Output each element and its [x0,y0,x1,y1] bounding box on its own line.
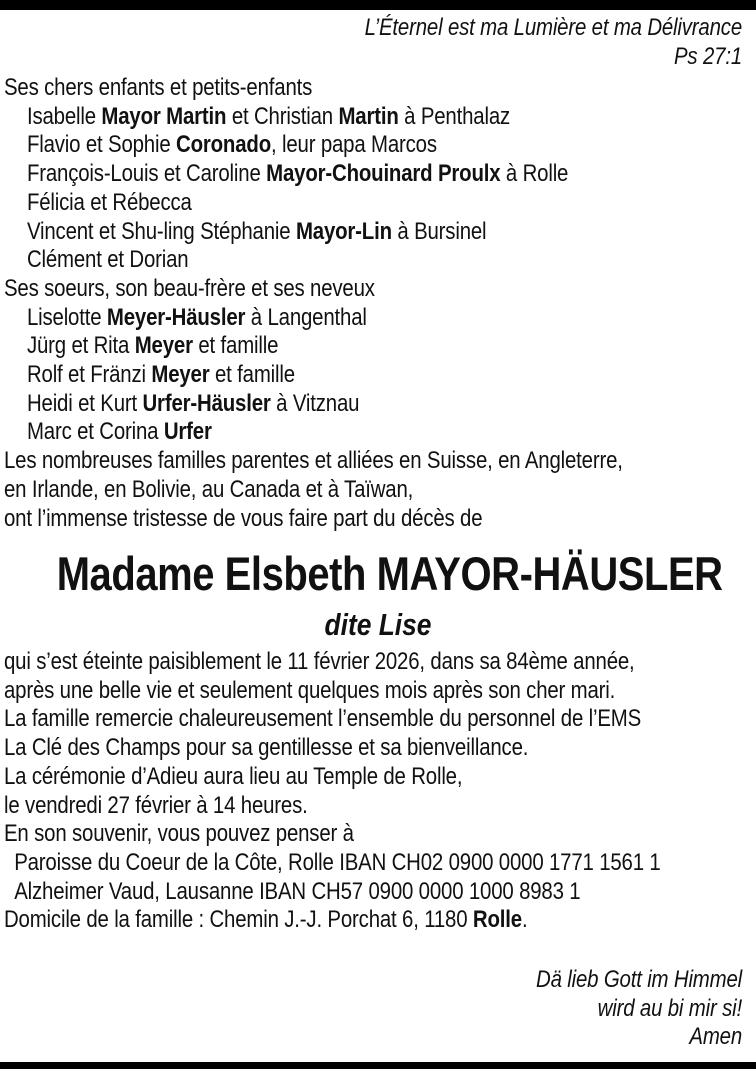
family-closing-line: en Irlande, en Bolivie, au Canada et à Taïwan, [4,475,414,503]
announcement-line: le vendredi 27 février à 14 heures. [4,791,308,819]
announcement-line: La famille remercie chaleureusement l’ensemble du personnel de l’EMS [4,705,642,733]
children-intro: Ses chers enfants et petits-enfants [4,74,313,101]
domicile-line: Domicile de la famille : Chemin J.-J. Porchat 6, 1180 Rolle. [4,906,528,934]
closing-prayer [4,966,742,1052]
deceased-alias: dite Lise [324,607,432,642]
sibling-line: Marc et Corina Urfer [26,418,212,446]
family-closing-line: Les nombreuses familles parentes et alliées en Suisse, en Angleterre, [4,447,623,475]
sibling-line: Rolf et Fränzi Meyer et famille [26,361,295,389]
family-closing-line: ont l’immense tristesse de vous faire part du décès de [4,504,483,532]
announcement-line: En son souvenir, vous pouvez penser à [4,820,354,848]
epigraph-reference: Ps 27:1 [674,42,742,70]
donation-line: Paroisse du Coeur de la Côte, Rolle IBAN CH02 0900 0000 1771 1561 1 [14,848,661,876]
child-line: Félicia et Rébecca [26,188,192,216]
epigraph-verse: L’Éternel est ma Lumière et ma Délivrance [364,14,742,41]
top-border-bar [0,0,756,10]
sibling-line: Liselotte Meyer-Häusler à Langenthal [26,303,367,331]
prayer-line: wird au bi mir si! [597,994,742,1022]
child-line: François-Louis et Caroline Mayor-Chouinard Proulx à Rolle [26,160,569,188]
sibling-line: Heidi et Kurt Urfer-Häusler à Vitznau [26,389,360,417]
announcement-line: après une belle vie et seulement quelques mois après son cher mari. [4,676,616,704]
announcement-line: La cérémonie d’Adieu aura lieu au Temple de Rolle, [4,762,463,790]
child-line: Flavio et Sophie Coronado, leur papa Marcos [26,131,437,159]
announcement-line: qui s’est éteinte paisiblement le 11 février 2026, dans sa 84ème année, [4,648,635,675]
prayer-line: Dä lieb Gott im Himmel [536,966,742,993]
deceased-name: Madame Elsbeth MAYOR-HÄUSLER [56,547,723,600]
child-line: Vincent et Shu-ling Stéphanie Mayor-Lin à Bursinel [26,217,487,245]
epigraph [4,14,742,71]
sibling-line: Jürg et Rita Meyer et famille [26,332,279,360]
announcement-text [4,648,752,935]
child-line: Isabelle Mayor Martin et Christian Martin à Penthalaz [26,102,511,130]
siblings-intro: Ses soeurs, son beau-frère et ses neveux [4,274,375,302]
bottom-border-bar [0,1062,756,1069]
prayer-line: Amen [689,1023,742,1051]
donation-line: Alzheimer Vaud, Lausanne IBAN CH57 0900 0000 1000 8983 1 [14,877,581,905]
announcement-line: La Clé des Champs pour sa gentillesse et sa bienveillance. [4,734,529,762]
child-line: Clément et Dorian [26,246,189,274]
family-list [4,74,752,533]
